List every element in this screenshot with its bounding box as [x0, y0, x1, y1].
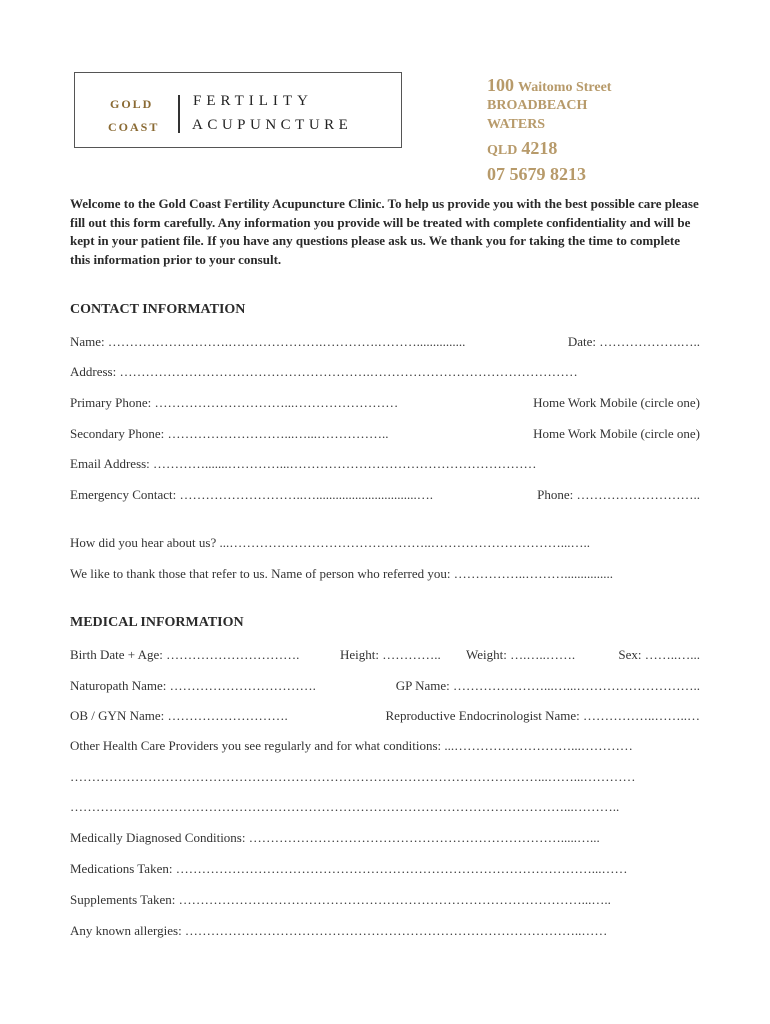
height-field[interactable]: Height: …………..	[340, 647, 441, 662]
name-field[interactable]: Name: ……………………….………………….………….………...............	[70, 334, 466, 349]
endocrinologist-field[interactable]: Reproductive Endocrinologist Name: ……………..……..…	[385, 708, 700, 723]
address-street	[487, 75, 611, 96]
address-suburb1: BROADBEACH	[487, 98, 588, 113]
logo-fertility-text: FERTILITY	[193, 93, 313, 109]
emergency-row	[70, 487, 700, 503]
allergies-field[interactable]: Any known allergies: ………………………………………………………………………………..……	[70, 923, 608, 938]
primary-phone-field[interactable]: Primary Phone: …………………………...……………………	[70, 395, 399, 410]
secondary-phone-type[interactable]: Home Work Mobile (circle one)	[533, 426, 700, 441]
logo-coast-text: COAST	[108, 120, 160, 134]
gp-field[interactable]: GP Name: …………………...…...………………………..	[395, 678, 700, 693]
logo-acupuncture-text: ACUPUNCTURE	[192, 117, 353, 133]
contact-heading: CONTACT INFORMATION	[70, 302, 246, 317]
logo-divider	[178, 95, 180, 133]
other-providers-line-1[interactable]: ………………………………………………………………………………………………...……...…………	[70, 769, 636, 784]
email-field[interactable]: Email Address: ………….......…………...…………………………………………………	[70, 456, 537, 471]
address-state: QLD	[487, 143, 518, 158]
other-providers-line-2[interactable]: ……………………………………………………………………………………………………...………..	[70, 799, 620, 814]
birth-date-field[interactable]: Birth Date + Age: ………………………….	[70, 647, 300, 662]
primary-phone-type[interactable]: Home Work Mobile (circle one)	[533, 395, 700, 410]
emergency-contact-field[interactable]: Emergency Contact: ………………………..…...............................….	[70, 487, 434, 502]
sex-field[interactable]: Sex: ……..…...	[618, 647, 700, 662]
address-field[interactable]: Address: ………………………………………………….…………………………………………	[70, 364, 578, 379]
address-state-line	[487, 138, 557, 159]
address-postcode: 4218	[521, 138, 558, 158]
street-number: 100	[487, 75, 514, 95]
medical-heading: MEDICAL INFORMATION	[70, 615, 244, 630]
name-row	[70, 334, 700, 350]
date-field[interactable]: Date: ……………….…..	[567, 334, 700, 349]
naturopath-field[interactable]: Naturopath Name: …………………………….	[70, 678, 316, 693]
logo-gold-text: GOLD	[110, 97, 154, 111]
street-name: Waitomo Street	[518, 80, 612, 95]
medications-field[interactable]: Medications Taken: ……………………………………………………………………………………...……	[70, 861, 628, 876]
birth-row	[70, 647, 700, 663]
obgyn-field[interactable]: OB / GYN Name: ……………………….	[70, 708, 288, 723]
secondary-phone-row	[70, 426, 700, 442]
weight-field[interactable]: Weight: ….…..…….	[466, 647, 576, 662]
address-phone: 07 5679 8213	[487, 164, 586, 184]
obgyn-row	[70, 708, 700, 724]
emergency-phone-field[interactable]: Phone: ………………………..	[537, 487, 700, 502]
supplements-field[interactable]: Supplements Taken: …………………………………………………………………………………...…..	[70, 892, 611, 907]
address-suburb2: WATERS	[487, 117, 546, 132]
secondary-phone-field[interactable]: Secondary Phone: ………………………...…...……………..	[70, 426, 389, 441]
primary-phone-row	[70, 395, 700, 411]
other-providers-field[interactable]: Other Health Care Providers you see regularly and for what conditions: ...………………………...…………	[70, 738, 633, 753]
diagnosed-conditions-field[interactable]: Medically Diagnosed Conditions: ……………………………………………………………….....…...	[70, 830, 600, 845]
referral-field[interactable]: We like to thank those that refer to us. Name of person who referred you: ……………..………...............	[70, 566, 614, 581]
intro-paragraph: Welcome to the Gold Coast Fertility Acupuncture Clinic. To help us provide you with the best possible care please fill out this form carefully. Any information you provide will be treated with complete confidentiality and will be kept in your patient file. If you have any questions please ask us. We thank you for taking the time to complete this information prior to your consult.	[70, 196, 699, 267]
hear-about-field[interactable]: How did you hear about us? ...………………………………………..…………………………...…..	[70, 535, 590, 550]
naturopath-row	[70, 678, 700, 694]
